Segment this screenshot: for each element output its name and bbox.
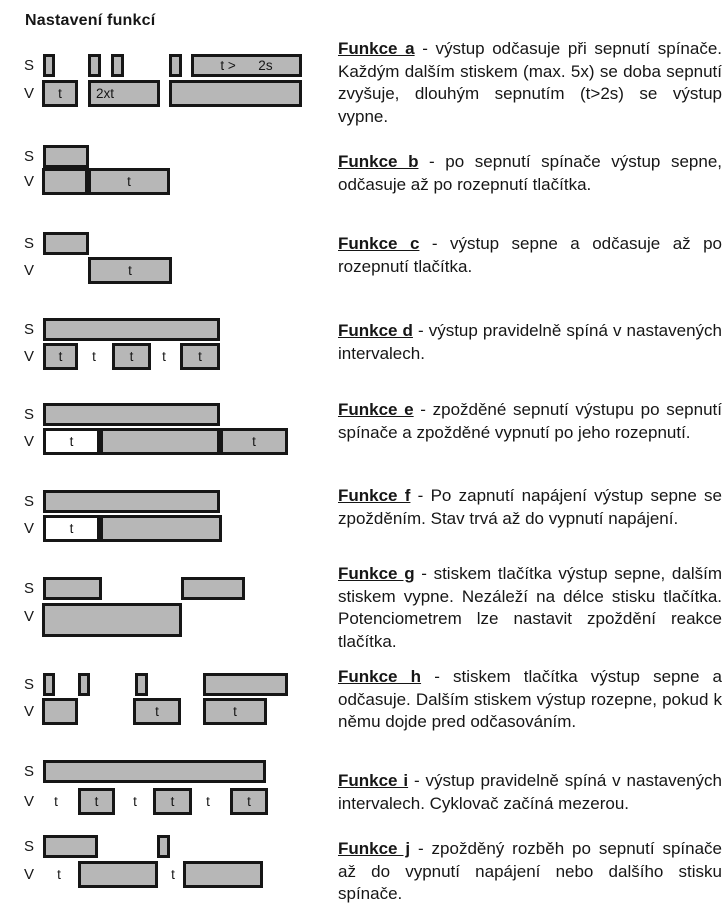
gap-time-label [49, 788, 63, 815]
function-text: - výstup pravidelně spíná v nastavených intervalech. Cyklovač začíná mezerou. [338, 771, 722, 813]
function-name: Funkce h [338, 667, 422, 686]
gap-time-label [52, 861, 66, 888]
box-time-label: 2xt [96, 85, 115, 101]
function-description-f [338, 485, 722, 530]
switch-row-label: S [24, 676, 35, 693]
switch-pulse-box [43, 403, 220, 426]
box-time-label: t [69, 433, 74, 449]
page-title: Nastavení funkcí [25, 12, 156, 29]
box-time-label: t [128, 262, 132, 278]
switch-pulse-box [203, 673, 288, 696]
function-name: Funkce g [338, 564, 415, 583]
switch-row-label: S [24, 321, 35, 338]
switch-pulse-box [43, 577, 102, 600]
gap-time-label [201, 788, 215, 815]
output-row-label: V [24, 262, 35, 279]
box-time-label: t > 2s [220, 57, 273, 73]
switch-pulse-box [135, 673, 148, 696]
output-pulse-box [42, 698, 78, 725]
box-time-label: t [92, 348, 96, 364]
function-name: Funkce f [338, 486, 411, 505]
function-text: - zpožděný rozběh po sepnutí spínače až do vypnutí napájení nebo dalšího stisku spínače. [338, 839, 723, 903]
switch-pulse-box [78, 673, 90, 696]
switch-pulse-box [43, 760, 266, 783]
function-description-d [338, 320, 722, 365]
function-description-e [338, 399, 722, 444]
box-time-label: t [58, 348, 63, 364]
output-pulse-box [88, 168, 170, 195]
output-pulse-box [88, 80, 160, 107]
switch-row-label: S [24, 838, 35, 855]
output-row-label: V [24, 703, 35, 720]
box-time-label: t [54, 793, 58, 809]
output-row-label: V [24, 348, 35, 365]
function-description-g [338, 563, 722, 653]
function-description-j [338, 838, 722, 906]
box-time-label: t [69, 520, 74, 536]
function-description-c [338, 233, 722, 278]
function-description-i [338, 770, 722, 815]
function-name: Funkce b [338, 152, 419, 171]
function-text: - výstup odčasuje při sepnutí spínače. Každým dalším stiskem (max. 5x) se doba sepnutí zvyšuje, dlouhým sepnutím (t>2s) se výstup vypne. [338, 39, 723, 126]
output-row-label: V [24, 520, 35, 537]
output-pulse-box [42, 168, 88, 195]
timing-diagram-a [0, 54, 336, 118]
box-time-label: t [162, 348, 166, 364]
switch-row-label: S [24, 406, 35, 423]
box-time-label: t [171, 866, 175, 882]
output-pulse-box [43, 515, 100, 542]
function-text: - po sepnutí spínače výstup sepne, odčasuje až po rozepnutí tlačítka. [338, 152, 723, 194]
function-name: Funkce a [338, 39, 415, 58]
output-row-label: V [24, 866, 35, 883]
output-row-label: V [24, 173, 35, 190]
function-text: - výstup sepne a odčasuje až po rozepnutí tlačítka. [338, 234, 722, 276]
switch-pulse-box [88, 54, 101, 77]
switch-pulse-box [43, 54, 55, 77]
output-pulse-box [183, 861, 263, 888]
switch-row-label: S [24, 148, 35, 165]
switch-row-label: S [24, 493, 35, 510]
output-row-label: V [24, 608, 35, 625]
output-row-label: V [24, 793, 35, 810]
box-time-label: t [247, 793, 251, 809]
output-pulse-box [78, 788, 115, 815]
switch-row-label: S [24, 57, 35, 74]
timing-diagram-g [0, 577, 336, 641]
timing-diagram-c [0, 232, 336, 296]
function-name: Funkce e [338, 400, 414, 419]
switch-pulse-box [157, 835, 170, 858]
function-description-h [338, 666, 722, 734]
gap-time-label [157, 343, 171, 370]
box-time-label: t [127, 173, 131, 189]
switch-pulse-box [43, 232, 89, 255]
function-name: Funkce j [338, 839, 411, 858]
function-name: Funkce c [338, 234, 420, 253]
gap-time-label [87, 343, 101, 370]
box-time-label: t [206, 793, 210, 809]
output-pulse-box [180, 343, 220, 370]
gap-time-label [128, 788, 142, 815]
timing-diagram-j [0, 835, 336, 899]
function-text: - Po zapnutí napájení výstup sepne se zpožděním. Stav trvá až do vypnutí napájení. [338, 486, 723, 528]
box-time-label: t [129, 348, 134, 364]
switch-pulse-box [191, 54, 302, 77]
output-pulse-box [43, 428, 100, 455]
switch-pulse-box [43, 318, 220, 341]
box-time-label: t [57, 866, 61, 882]
timing-diagram-h [0, 673, 336, 737]
output-row-label: V [24, 85, 35, 102]
output-pulse-box [43, 343, 78, 370]
box-time-label: t [198, 348, 202, 364]
output-pulse-box [112, 343, 151, 370]
function-name: Funkce i [338, 771, 409, 790]
timing-diagram-f [0, 490, 336, 554]
output-row-label: V [24, 433, 35, 450]
function-description-a [338, 38, 722, 128]
switch-row-label: S [24, 763, 35, 780]
box-time-label: t [58, 85, 62, 101]
output-pulse-box [42, 603, 182, 637]
switch-pulse-box [169, 54, 182, 77]
switch-row-label: S [24, 235, 35, 252]
switch-pulse-box [43, 490, 220, 513]
function-description-b [338, 151, 722, 196]
switch-pulse-box [181, 577, 245, 600]
box-time-label: t [133, 793, 137, 809]
output-pulse-box [100, 428, 220, 455]
function-text: - zpožděné sepnutí výstupu po sepnutí spínače a zpožděné vypnutí po jeho rozepnutí. [338, 400, 722, 442]
gap-time-label [166, 861, 180, 888]
box-time-label: t [170, 793, 175, 809]
switch-pulse-box [43, 673, 55, 696]
timing-diagram-b [0, 145, 336, 209]
box-time-label: t [155, 703, 159, 719]
switch-pulse-box [43, 145, 89, 168]
output-pulse-box [230, 788, 268, 815]
timing-diagram-i [0, 760, 336, 824]
output-pulse-box [42, 80, 78, 107]
function-text: - stiskem tlačítka výstup sepne, dalším stiskem vypne. Nezáleží na délce stisku tlačítka. Potenciometrem lze nastavit zpoždění reakce tlačítka. [338, 564, 722, 651]
function-name: Funkce d [338, 321, 413, 340]
switch-pulse-box [43, 835, 98, 858]
output-pulse-box [203, 698, 267, 725]
timing-diagram-d [0, 318, 336, 382]
output-pulse-box [88, 257, 172, 284]
function-text: - výstup pravidelně spíná v nastavených intervalech. [338, 321, 722, 363]
output-pulse-box [133, 698, 181, 725]
output-pulse-box [153, 788, 192, 815]
box-time-label: t [233, 703, 237, 719]
box-time-label: t [252, 433, 256, 449]
switch-pulse-box [111, 54, 124, 77]
timing-diagram-e [0, 403, 336, 467]
output-pulse-box [78, 861, 158, 888]
output-pulse-box [100, 515, 222, 542]
output-pulse-box [169, 80, 302, 107]
box-time-label: t [94, 793, 99, 809]
function-text: - stiskem tlačítka výstup sepne a odčasuje. Dalším stiskem výstup rozepne, pokud k němu dojde pred odčasováním. [338, 667, 722, 731]
output-pulse-box [220, 428, 288, 455]
switch-row-label: S [24, 580, 35, 597]
